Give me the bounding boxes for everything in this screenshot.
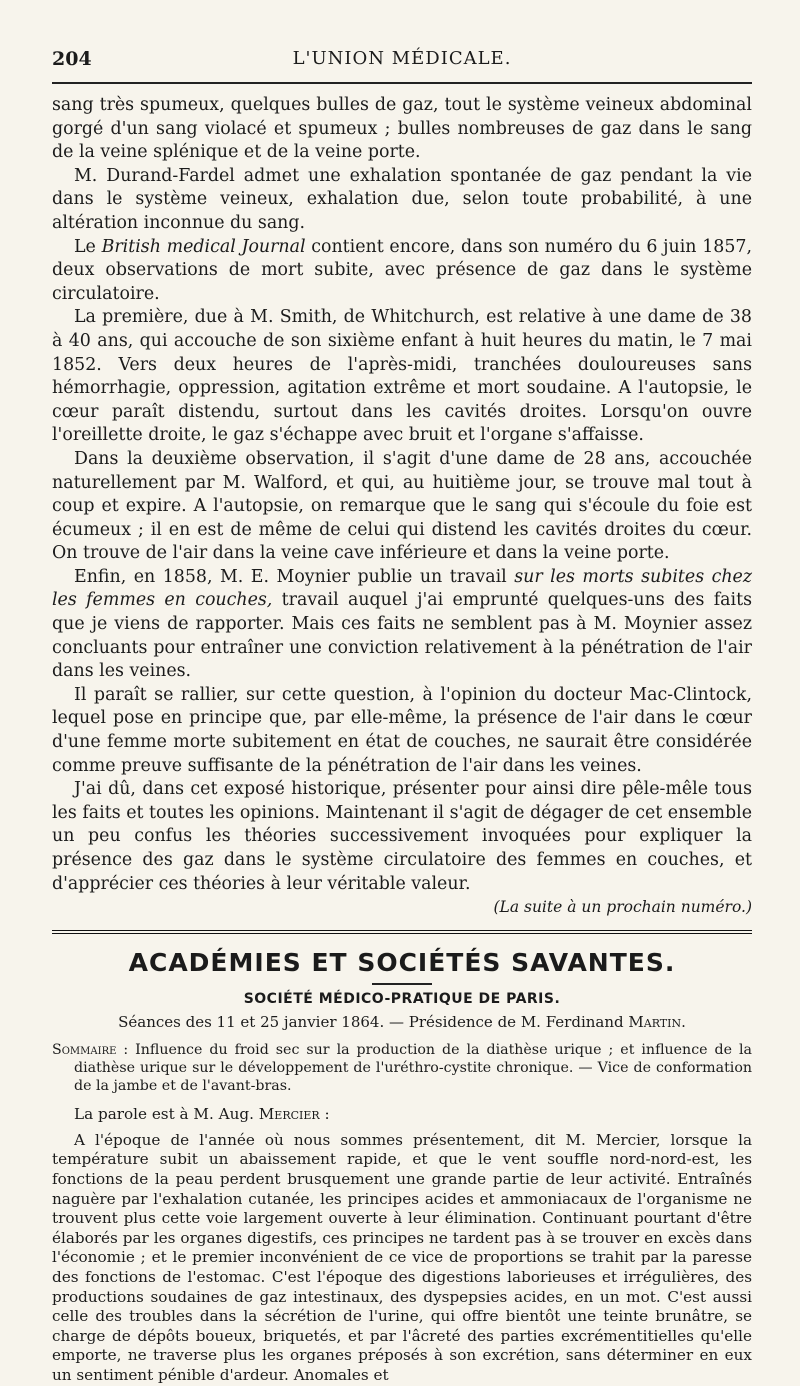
header-rule [52,82,752,84]
text-run: Enfin, en 1858, M. E. Moynier publie un travail [74,566,515,587]
page-number: 204 [52,48,92,70]
text-run: La parole est à M. Aug. [74,1105,259,1124]
running-head [52,48,752,78]
paragraph: J'ai dû, dans cet exposé historique, présenter pour ainsi dire pêle-mêle tous les faits et toutes les opinions. Maintenant il s'agit de dégager de cet ensemble un peu confus les théories successivement invoquées pour expliquer la présence des gaz dans le système circulatoire des femmes en couches, et d'apprécier ces théories à leur véritable valeur. [52,779,752,894]
summary-label: Sommaire : [52,1042,129,1059]
text-run: : [319,1105,330,1124]
article-body [52,94,752,916]
president-name: Martin. [628,1013,686,1032]
journal-name-italic: British medical Journal [101,236,306,257]
paragraph [52,236,752,307]
paragraph: Il paraît se rallier, sur cette question, à l'opinion du docteur Mac-Clintock, lequel pose en principe que, par elle-même, la présence de l'air dans le cœur d'une femme morte subitement en état de couches, ne saurait être considérée comme preuve suffisante de la pénétration de l'air dans les veines. [52,684,752,776]
paragraph: sang très spumeux, quelques bulles de gaz, tout le système veineux abdominal gorgé d'un sang violacé et spumeux ; bulles nombreuses de gaz dans le sang de la veine splénique et de la veine porte. [52,95,752,163]
paragraph [52,566,752,684]
session-text: Séances des 11 et 25 janvier 1864. — Présidence de M. Ferdinand [118,1013,624,1032]
society-title: SOCIÉTÉ MÉDICO-PRATIQUE DE PARIS. [243,991,561,1008]
paragraph: Dans la deuxième observation, il s'agit d'une dame de 28 ans, accouchée naturellement par M. Walford, et qui, au huitième jour, se trouve mal tout à coup et expire. A l'autopsie, on remarque que le sang qui s'écoule du foie est écumeux ; il en est de même de celui qui distend les cavités droites du cœur. On trouve de l'air dans la veine cave inférieure et dans la veine porte. [52,448,752,564]
journal-title: L'UNION MÉDICALE. [292,48,512,69]
summary [52,1041,752,1095]
section-divider [52,930,752,934]
paragraph: A l'époque de l'année où nous sommes présentement, dit M. Mercier, lorsque la température subit un abaissement rapide, et que le vent souffle nord-nord-est, les fonctions de la peau perdent brusquement une grande partie de leur activité. Entraînés naguère par l'exhalation cutanée, les principes acides et ammoniacaux de l'organisme ne trouvent plus cette voie largement ouverte à leur élimination. Continuant pourtant d'être élaborés par les organes digestifs, ces principes ne tardent pas à se trouver en excès dans l'économie ; et le premier inconvénient de ce vice de proportions se trahit par la paresse des fonctions de l'estomac. C'est l'époque des digestions laborieuses et irrégulières, des productions soudaines de gaz intestinaux, des dyspepsies acides, en un mot. C'est aussi celle des troubles dans la sécrétion de l'urine, qui offre bientôt une teinte brunâtre, se charge de dépôts boueux, briquetés, et par l'âcreté des parties excrémentitielles qu'elle emporte, ne traverse plus les organes préposés à son excrétion, sans déterminer en eux un sentiment pénible d'ardeur. Anomales et [52,1130,752,1384]
section-title: ACADÉMIES ET SOCIÉTÉS SAVANTES. [128,948,676,978]
title-rule [372,983,432,985]
text-run: travail auquel j'ai emprunté quelques-uns des faits que je viens de rapporter. Mais ces faits ne semblent pas à M. Moynier assez concluants pour entraîner une conviction relativement à la pénétration de l'air dans les veines. [52,590,753,682]
work-title-italic: sur les morts subites chez les femmes en couches, [52,566,753,611]
summary-text: Influence du froid sec sur la production de la diathèse urique ; et influence de la diathèse urique sur le développement de l'uréthro-cystite chronique. — Vice de conformation de la jambe et de l'avant-bras. [74,1042,752,1095]
speaker-name: Mercier [258,1105,320,1124]
session-line [52,1013,752,1031]
speech-intro [52,1105,752,1125]
speech [52,1105,752,1385]
text-run: contient encore, dans son numéro du 6 juin 1857, deux observations de mort subite, avec présence de gaz dans le système circulatoire. [52,236,752,304]
paragraph: La première, due à M. Smith, de Whitchurch, est relative à une dame de 38 à 40 ans, qui accouche de son sixième enfant à huit heures du matin, le 7 mai 1852. Vers deux heures de l'après-midi, tranchées douloureuses sans hémorrhagie, oppression, agitation extrême et mort soudaine. A l'autopsie, le cœur paraît distendu, surtout dans les cavités droites. Lorsqu'on ouvre l'oreillette droite, le gaz s'échappe avec bruit et l'organe s'affaisse. [52,307,752,446]
paragraph: M. Durand-Fardel admet une exhalation spontanée de gaz pendant la vie dans le système veineux, exhalation due, selon toute probabilité, à une altération inconnue du sang. [52,165,752,233]
continued-note: (La suite à un prochain numéro.) [493,898,752,917]
text-run: Le [74,236,102,257]
